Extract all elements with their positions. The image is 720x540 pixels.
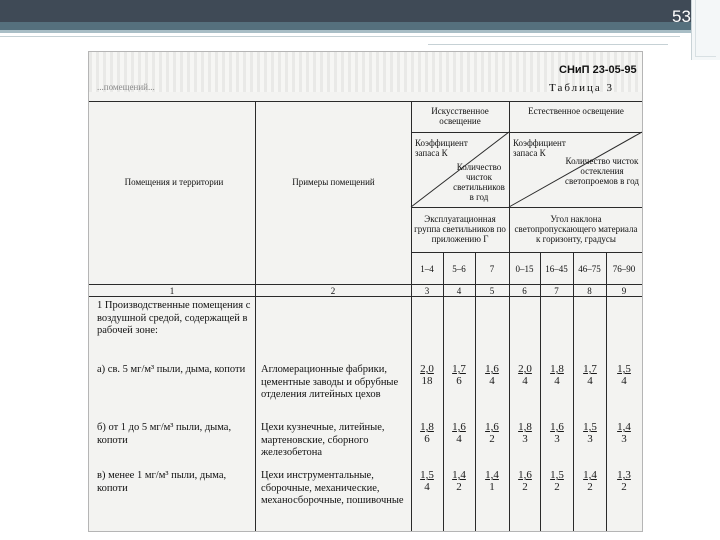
slide-divider-line — [0, 36, 680, 37]
range-label: 7 — [489, 264, 495, 274]
value-k: 1,6 — [452, 421, 466, 433]
value-k: 1,6 — [485, 363, 499, 375]
value-k: 1,7 — [452, 363, 466, 375]
range-label: 1–4 — [420, 264, 434, 274]
column-number: 9 — [621, 286, 627, 296]
value-n: 3 — [587, 433, 593, 445]
document-code: СНиП 23-05-95 — [559, 64, 637, 76]
row-example: Цехи инструментальные, сборочные, механические, механосборочные, пошивочные — [261, 470, 404, 506]
scanned-table-image — [88, 51, 643, 532]
value-k: 1,8 — [550, 363, 564, 375]
value-n: 4 — [424, 481, 430, 493]
value-n: 3 — [621, 433, 627, 445]
value-n: 2 — [522, 481, 528, 493]
value-k: 1,6 — [485, 421, 499, 433]
value-k: 2,0 — [518, 363, 532, 375]
value-k: 1,4 — [583, 469, 597, 481]
column-number: 8 — [587, 286, 592, 296]
column-number: 7 — [554, 286, 559, 296]
value-k: 1,5 — [550, 469, 564, 481]
value-n: 2 — [456, 481, 462, 493]
value-k: 1,5 — [583, 421, 597, 433]
slide-corner-frame — [695, 0, 716, 57]
range-label: 5–6 — [452, 264, 466, 274]
value-n: 2 — [489, 433, 495, 445]
scan-smudge-text: ...помещений... — [97, 82, 155, 92]
value-k: 1,8 — [420, 421, 434, 433]
value-k: 1,5 — [420, 469, 434, 481]
value-n: 4 — [522, 375, 528, 387]
subhead-cleanings-artificial: Количество чисток светильников в год — [453, 162, 505, 202]
row-label: а) св. 5 мг/м³ пыли, дыма, копоти — [97, 364, 246, 375]
slide-divider-line-short — [428, 44, 668, 45]
value-n: 6 — [424, 433, 430, 445]
group-header-artificial: Искусственное освещение — [431, 106, 489, 126]
value-n: 2 — [587, 481, 593, 493]
value-n: 18 — [421, 375, 433, 387]
column-number: 4 — [456, 286, 462, 296]
column-header-premises: Помещения и территории — [124, 177, 224, 187]
range-label: 46–75 — [578, 264, 601, 274]
column-header-examples: Примеры помещений — [292, 177, 375, 187]
subhead-cleanings-natural: Количество чисток остекления светопроемов в год — [565, 156, 639, 186]
range-label: 76–90 — [612, 264, 636, 274]
row-example: Агломерационные фабрики, цементные заводы и обрубные отделения литейных цехов — [261, 364, 399, 400]
slide-accent-line — [0, 30, 700, 33]
value-n: 4 — [621, 375, 627, 387]
value-n: 4 — [456, 433, 462, 445]
column-number: 3 — [424, 286, 430, 296]
value-n: 4 — [587, 375, 593, 387]
range-label: 0–15 — [515, 264, 534, 274]
slide-number: 53 — [672, 7, 691, 26]
slide-header-bar — [0, 0, 720, 22]
value-k: 1,4 — [485, 469, 499, 481]
value-n: 6 — [456, 375, 462, 387]
row-label: б) от 1 до 5 мг/м³ пыли, дыма, копоти — [97, 422, 232, 446]
column-number: 1 — [169, 286, 175, 296]
value-k: 1,3 — [617, 469, 631, 481]
value-k: 1,6 — [550, 421, 564, 433]
row-example: Цехи кузнечные, литейные, мартеновские, сборного железобетона — [261, 422, 385, 458]
value-k: 1,4 — [452, 469, 466, 481]
subhead-reserve-k-natural: Коэффициент запаса К — [513, 138, 566, 158]
value-k: 2,0 — [420, 363, 434, 375]
column-number: 5 — [489, 286, 495, 296]
column-number: 6 — [522, 286, 527, 296]
table-caption: Таблица 3 — [549, 82, 615, 94]
value-n: 4 — [489, 375, 495, 387]
value-k: 1,6 — [518, 469, 532, 481]
slide-accent-bar — [0, 22, 700, 30]
subhead-reserve-k-artificial: Коэффициент запаса К — [415, 138, 468, 158]
value-n: 3 — [522, 433, 528, 445]
value-n: 1 — [489, 481, 495, 493]
range-label: 16–45 — [545, 264, 568, 274]
value-k: 1,8 — [518, 421, 532, 433]
value-k: 1,5 — [617, 363, 631, 375]
value-n: 2 — [554, 481, 560, 493]
value-k: 1,4 — [617, 421, 631, 433]
value-n: 2 — [621, 481, 627, 493]
subhead-slope-angle: Угол наклона светопропускающего материала к горизонту, градусы — [514, 214, 638, 244]
value-n: 3 — [554, 433, 560, 445]
section-title: 1 Производственные помещения с воздушной средой, содержащей в рабочей зоне: — [97, 300, 251, 336]
value-n: 4 — [554, 375, 560, 387]
group-header-natural: Естественное освещение — [528, 106, 624, 116]
row-label: в) менее 1 мг/м³ пыли, дыма, копоти — [97, 470, 227, 494]
subhead-operating-group: Эксплуатационная группа светильников по приложению Г — [414, 214, 506, 244]
value-k: 1,7 — [583, 363, 597, 375]
column-number: 2 — [330, 286, 336, 296]
